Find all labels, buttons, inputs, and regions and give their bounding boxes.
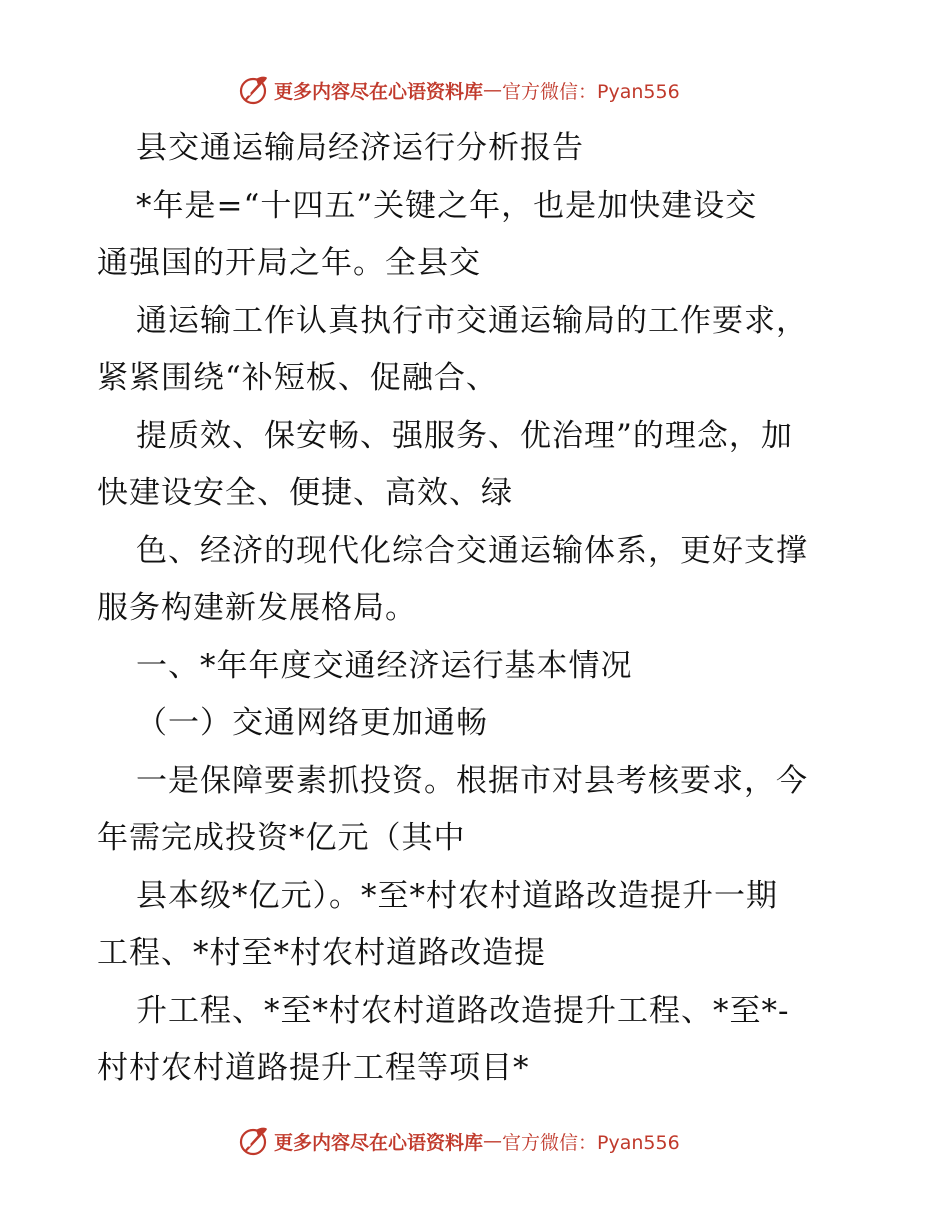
body-line: 快建设安全、便捷、高效、绿: [97, 475, 513, 511]
document-title: 县交通运输局经济运行分析报告: [136, 130, 584, 166]
body-line: 色、经济的现代化综合交通运输体系，更好支撑: [136, 532, 808, 569]
body-line: 村村农村道路提升工程等项目*: [97, 1050, 530, 1086]
banner-main-text: 更多内容尽在心语资料库: [274, 1131, 484, 1154]
quill-pen-logo-icon: [236, 1124, 270, 1158]
body-line: 工程、*村至*村农村道路改造提: [97, 935, 546, 971]
banner-wechat-text: 官方微信：Pyan556: [502, 1131, 680, 1154]
body-line: 提质效、保安畅、强服务、优治理”的理念，加: [136, 417, 793, 454]
body-line: 升工程、*至*村农村道路改造提升工程、*至*-: [136, 992, 790, 1029]
body-line: 一是保障要素抓投资。根据市对县考核要求，今: [136, 762, 808, 799]
body-line: 通运输工作认真执行市交通运输局的工作要求，: [136, 302, 808, 339]
quill-pen-logo-icon: [236, 73, 270, 107]
body-line: 通强国的开局之年。全县交: [97, 245, 481, 281]
body-line: 紧紧围绕“补短板、促融合、: [97, 360, 498, 396]
body-line: 县本级*亿元）。*至*村农村道路改造提升一期: [136, 877, 778, 914]
header-banner: [236, 73, 680, 107]
section-heading: 一、*年年度交通经济运行基本情况: [136, 647, 633, 684]
body-line: *年是=“十四五”关键之年，也是加快建设交: [136, 187, 758, 224]
document-body: [97, 120, 857, 1098]
body-line: 年需完成投资*亿元（其中: [97, 820, 466, 856]
body-line: 服务构建新发展格局。: [97, 590, 417, 626]
subsection-heading: （一）交通网络更加通畅: [136, 705, 488, 741]
footer-banner: [236, 1124, 680, 1158]
banner-main-text: 更多内容尽在心语资料库: [274, 80, 484, 103]
banner-separator: —: [483, 79, 503, 101]
banner-separator: —: [483, 1130, 503, 1152]
banner-wechat-text: 官方微信：Pyan556: [502, 80, 680, 103]
